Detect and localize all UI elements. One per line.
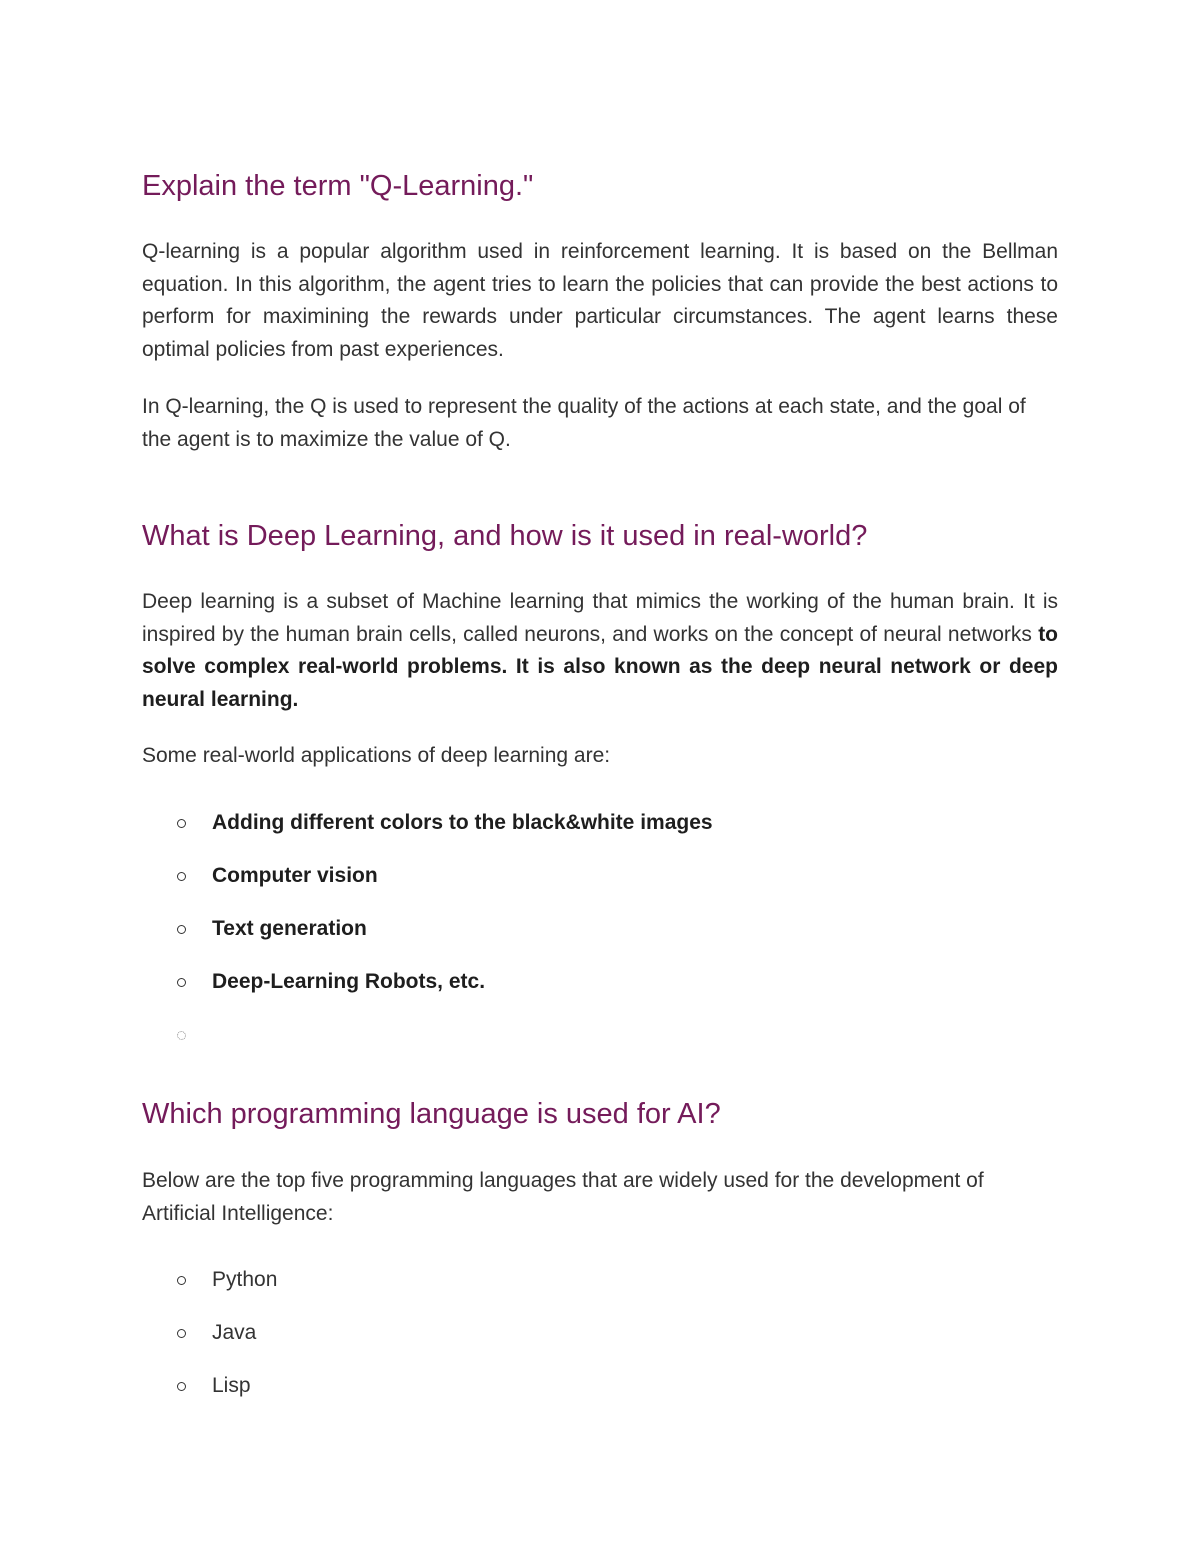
list-item	[0, 1318, 1200, 1371]
paragraph-applications-intro: Some real-world applications of deep learning are:	[142, 744, 611, 767]
paragraph-programming-languages-intro: Below are the top five programming languages that are widely used for the development of Artificial Intelligence:	[142, 1169, 984, 1225]
applications-list	[0, 808, 1200, 1073]
list-item	[0, 1265, 1200, 1318]
application-item: Computer vision	[212, 864, 378, 887]
application-item: Adding different colors to the black&white images	[212, 811, 713, 834]
list-item	[0, 861, 1200, 914]
list-item	[0, 1371, 1200, 1424]
list-item	[0, 808, 1200, 861]
circle-bullet-icon	[177, 925, 186, 934]
paragraph-q-learning-definition: Q-learning is a popular algorithm used in reinforcement learning. It is based on the Bellman equation. In this algorithm, the agent tries to learn the policies that can provide the best actions to perform for maximining the rewards under particular circumstances. The agent learns these optimal policies from past experiences.	[142, 240, 1058, 362]
language-item: Lisp	[212, 1374, 251, 1397]
paragraph-deep-learning-definition	[142, 586, 1058, 717]
list-item	[0, 914, 1200, 967]
circle-bullet-icon	[177, 819, 186, 828]
circle-bullet-icon	[177, 978, 186, 987]
list-item	[0, 967, 1200, 1020]
heading-deep-learning: What is Deep Learning, and how is it used in real-world?	[142, 520, 868, 552]
application-item: Deep-Learning Robots, etc.	[212, 970, 486, 993]
circle-bullet-icon	[177, 872, 186, 881]
language-item: Java	[212, 1321, 257, 1344]
definition-bold-text: to solve complex real-world problems. It is also known as the deep neural network or deep neural learning.	[142, 622, 1059, 712]
circle-bullet-icon	[177, 1329, 186, 1338]
paragraph-q-learning-goal: In Q-learning, the Q is used to represent the quality of the actions at each state, and the goal of the agent is to maximize the value of Q.	[142, 395, 1026, 451]
circle-bullet-icon	[177, 1276, 186, 1285]
heading-programming-language: Which programming language is used for AI?	[142, 1098, 721, 1130]
application-item: Text generation	[212, 917, 367, 940]
heading-q-learning: Explain the term "Q-Learning."	[142, 170, 534, 202]
language-item: Python	[212, 1268, 278, 1291]
circle-bullet-icon	[177, 1031, 186, 1040]
definition-plain-text: Deep learning is a subset of Machine learning that mimics the working of the human brain. It is inspired by the human brain cells, called neurons, and works on the concept of neural networks	[142, 590, 1058, 646]
languages-list	[0, 1265, 1200, 1424]
list-item-empty	[0, 1020, 1200, 1073]
circle-bullet-icon	[177, 1382, 186, 1391]
